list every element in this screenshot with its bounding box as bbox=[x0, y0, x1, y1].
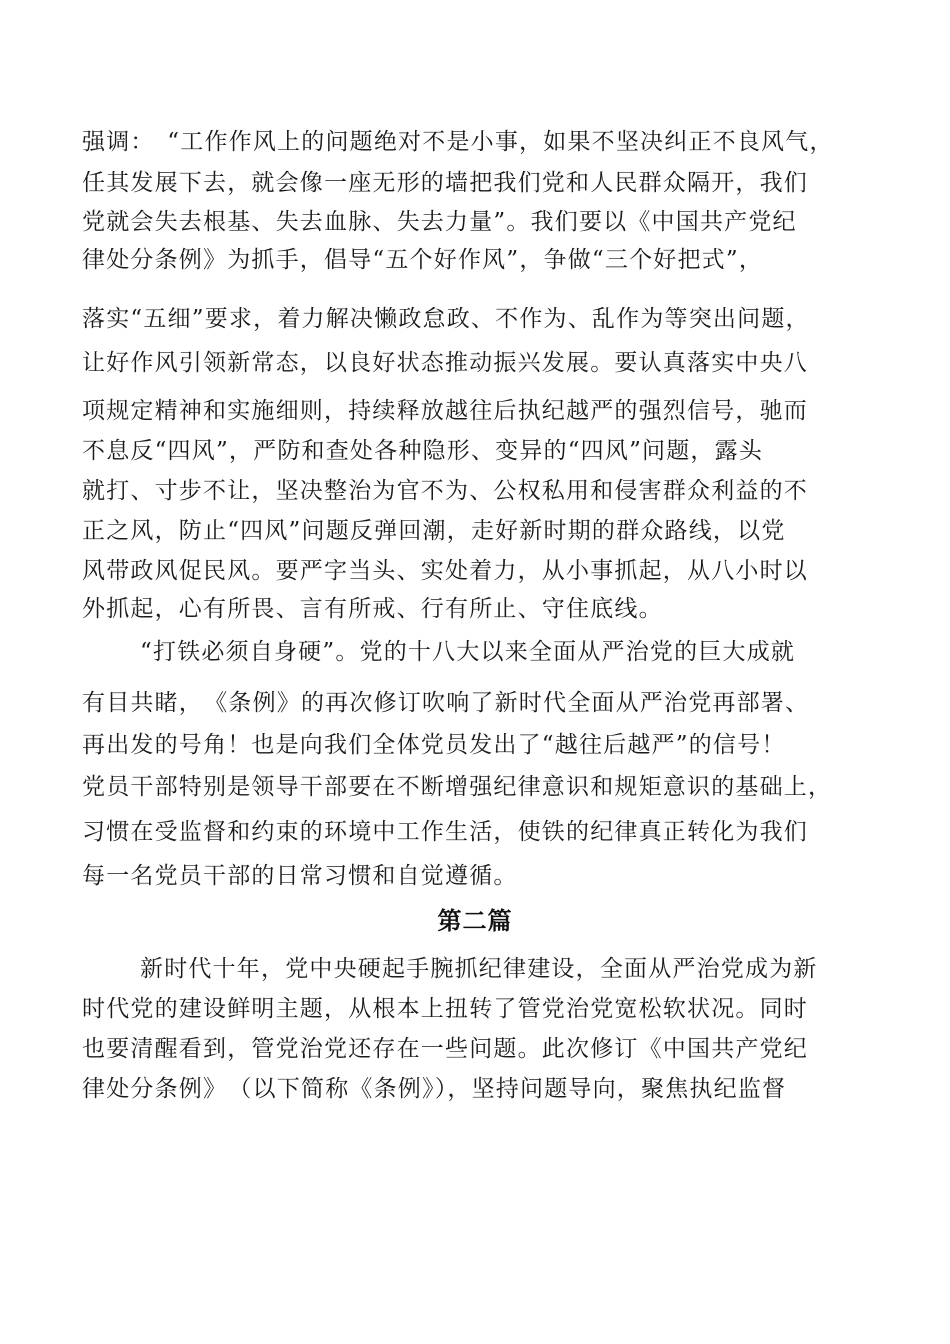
paragraph-line: 项规定精神和实施细则，持续释放越往后执纪越严的强烈信号，驰而 bbox=[82, 398, 808, 424]
paragraph-line: 党员干部特别是领导干部要在不断增强纪律意识和规矩意识的基础上， bbox=[82, 774, 833, 800]
paragraph-line: “打铁必须自身硬”。党的十八大以来全面从严治党的巨大成就 bbox=[140, 639, 796, 665]
paragraph-line: 不息反“四风”，严防和查处各种隐形、变异的“四风”问题，露头 bbox=[82, 438, 764, 464]
section-heading: 第二篇 bbox=[437, 907, 513, 935]
paragraph-line: 让好作风引领新常态，以良好状态推动振兴发展。要认真落实中央八 bbox=[82, 350, 808, 376]
paragraph-line: 律处分条例》为抓手，倡导“五个好作风”，争做“三个好把式”， bbox=[82, 247, 764, 273]
paragraph-line: 律处分条例》 （以下简称《条例》），坚持问题导向，聚焦执纪监督 bbox=[82, 1076, 787, 1102]
paragraph-line: 新时代十年，党中央硬起手腕抓纪律建设，全面从严治党成为新 bbox=[140, 956, 818, 982]
paragraph-line: 强调： “工作作风上的问题绝对不是小事，如果不坚决纠正不良风气， bbox=[82, 129, 834, 155]
paragraph-line: 习惯在受监督和约束的环境中工作生活，使铁的纪律真正转化为我们 bbox=[82, 819, 808, 845]
paragraph-line: 时代党的建设鲜明主题，从根本上扭转了管党治党宽松软状况。同时 bbox=[82, 996, 808, 1022]
paragraph-line: 也要清醒看到，管党治党还存在一些问题。此次修订《中国共产党纪 bbox=[82, 1036, 808, 1062]
paragraph-line: 再出发的号角！也是向我们全体党员发出了“越往后越严”的信号！ bbox=[82, 732, 786, 758]
paragraph-line: 任其发展下去，就会像一座无形的墙把我们党和人民群众隔开，我们 bbox=[82, 170, 808, 196]
paragraph-line: 党就会失去根基、失去血脉、失去力量”。我们要以《中国共产党纪 bbox=[82, 209, 797, 235]
paragraph-line: 外抓起，心有所畏、言有所戒、行有所止、守住底线。 bbox=[82, 596, 663, 622]
paragraph-line: 正之风，防止“四风”问题反弹回潮，走好新时期的群众路线，以党 bbox=[82, 518, 786, 544]
paragraph-line: 落实“五细”要求，着力解决懒政怠政、不作为、乱作为等突出问题， bbox=[82, 306, 810, 332]
paragraph-line: 风带政风促民风。要严字当头、实处着力，从小事抓起，从八小时以 bbox=[82, 558, 808, 584]
paragraph-line: 就打、寸步不让，坚决整治为官不为、公权私用和侵害群众利益的不 bbox=[82, 478, 808, 504]
paragraph-line: 有目共睹， 《条例》的再次修订吹响了新时代全面从严治党再部署、 bbox=[82, 690, 810, 716]
paragraph-line: 每一名党员干部的日常习惯和自觉遵循。 bbox=[82, 863, 518, 889]
